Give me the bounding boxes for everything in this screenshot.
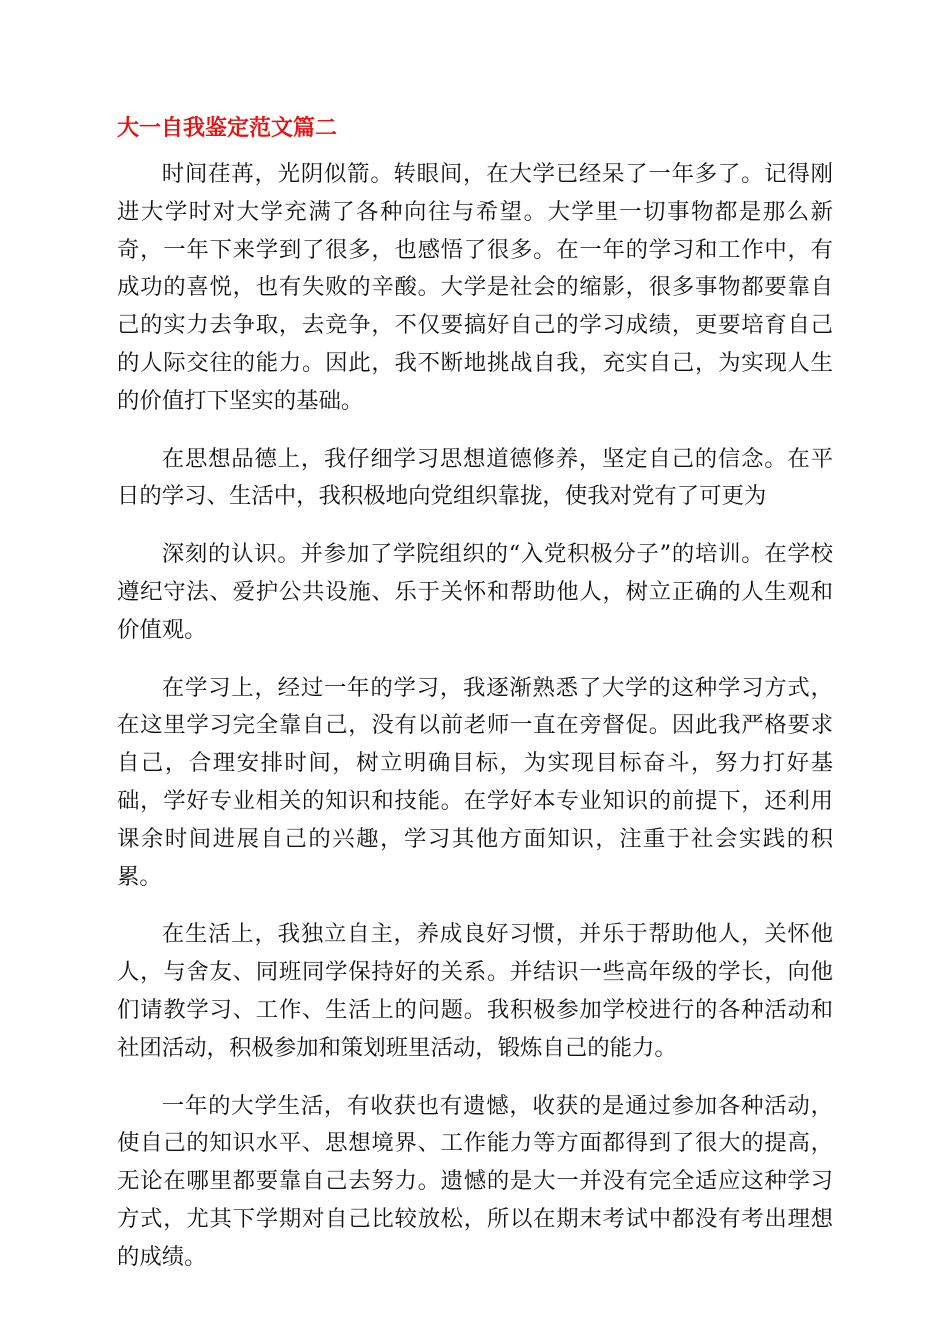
paragraph-study: 在学习上，经过一年的学习，我逐渐熟悉了大学的这种学习方式，在这里学习完全靠自己，没有以前老师一直在旁督促。因此我严格要求自己，合理安排时间，树立明确目标，为实现目标奋斗，努力打好基础，学好专业相关的知识和技能。在学好本专业知识的前提下，还利用课余时间进展自己的兴趣，学习其他方面知识，注重于社会实践的积累。 [117,674,833,890]
paragraph-intro: 时间荏苒，光阴似箭。转眼间，在大学已经呆了一年多了。记得刚进大学时对大学充满了各种向往与希望。大学里一切事物都是那么新奇，一年下来学到了很多，也感悟了很多。在一年的学习和工作中，有成功的喜悦，也有失败的辛酸。大学是社会的缩影，很多事物都要靠自己的实力去争取，去竞争，不仅要搞好自己的学习成绩，更要培育自己的人际交往的能力。因此，我不断地挑战自我，充实自己，为实现人生的价值打下坚实的基础。 [117,161,833,414]
paragraph-ideology-continued: 深刻的认识。并参加了学院组织的“入党积极分子”的培训。在学校遵纪守法、爱护公共设施、乐于关怀和帮助他人，树立正确的人生观和价值观。 [117,541,833,643]
document-title: 大一自我鉴定范文篇二 [117,116,338,141]
document-body [117,156,833,1277]
paragraph-summary: 一年的大学生活，有收获也有遗憾，收获的是通过参加各种活动，使自己的知识水平、思想境界、工作能力等方面都得到了很大的提高，无论在哪里都要靠自己去努力。遗憾的是大一并没有完全适应这种学习方式，尤其下学期对自己比较放松，所以在期末考试中都没有考出理想的成绩。 [117,1092,833,1270]
paragraph-life: 在生活上，我独立自主，养成良好习惯，并乐于帮助他人，关怀他人，与舍友、同班同学保持好的关系。并结识一些高年级的学长，向他们请教学习、工作、生活上的问题。我积极参加学校进行的各种活动和社团活动，积极参加和策划班里活动，锻炼自己的能力。 [117,921,833,1061]
paragraph-ideology: 在思想品德上，我仔细学习思想道德修养，坚定自己的信念。在平日的学习、生活中，我积极地向党组织靠拢，使我对党有了可更为 [117,445,833,510]
